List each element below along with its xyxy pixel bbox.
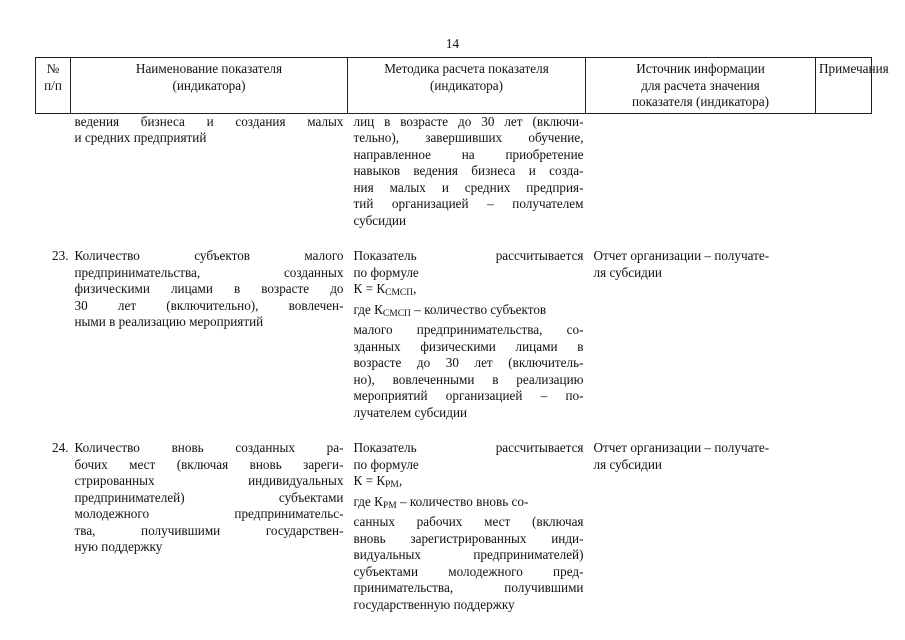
information-source-cell: [586, 113, 816, 229]
notes-cell: [816, 229, 872, 421]
formula-line: $К = К_{СМСП}$,: [353, 281, 417, 298]
formula-where-line: где $К_{СМСП}$ – количество субъектов: [353, 301, 547, 319]
notes-cell: [816, 421, 872, 613]
calculation-method-cell: Показатель рассчитывается по формуле $К = К_{СМСП}$, где $К_{СМСП}$ – количество субъектов малого предпринимательства, со- зданных физическими лицами в возрасте до 30 лет (включитель- но), вовлеченными в реализацию мероприятий организацией – по- лучателем субсидии: [353, 248, 584, 420]
formula-line: $К = К_{РМ}$,: [353, 473, 403, 490]
header-calculation-method: Методика расчета показателя (индикатора): [348, 58, 586, 114]
information-source-cell: Отчет организации – получате- ля субсидии: [593, 440, 770, 472]
table-row-24: [36, 421, 872, 613]
formula-subscript: СМСП: [382, 308, 411, 319]
formula-subscript: СМСП: [385, 288, 414, 298]
header-indicator-name: Наименование показателя (индикатора): [71, 58, 348, 114]
notes-cell: [816, 113, 872, 229]
formula-subscript: РМ: [385, 480, 399, 490]
header-number: № п/п: [36, 58, 71, 114]
indicator-name-cell: ведения бизнеса и создания малых и средних предприятий: [74, 113, 344, 145]
table-row-23: [36, 229, 872, 421]
page-number: 14: [445, 36, 460, 51]
header-information-source: Источник информации для расчета значения показателя (индикатора): [586, 58, 816, 114]
formula-subscript: РМ: [382, 500, 397, 511]
indicator-name-cell: Количество вновь созданных ра- бочих мест (включая вновь зареги- стрированных индивидуальных предпринимателей) субъектами молодежного предпринимательс- тва, получившими государствен- ную поддержку: [74, 440, 344, 554]
calculation-method-cell: лиц в возрасте до 30 лет (включи- тельно), завершивших обучение, направленное на приобретение навыков ведения бизнеса и созда- ния малых и средних предприя- тий организацией – получателем субсидии: [353, 113, 584, 228]
table-row-continuation: [36, 113, 872, 229]
indicators-table: [35, 57, 889, 613]
table-header: [36, 58, 889, 114]
formula-where-line: где $К_{РМ}$ – количество вновь со-: [353, 493, 529, 511]
row-number: [36, 113, 71, 229]
row-number: 24.: [52, 440, 69, 455]
row-number: 23.: [52, 248, 69, 263]
header-notes: Примечания: [816, 58, 872, 114]
calculation-method-cell: Показатель рассчитывается по формуле $К = К_{РМ}$, где $К_{РМ}$ – количество вновь со- санных рабочих мест (включая вновь зарегистрированных инди- видуальных предпринимателей) субъектами молодежного пред- принимательства, получившими государственную поддержку: [353, 440, 584, 612]
information-source-cell: Отчет организации – получате- ля субсидии: [593, 248, 770, 280]
indicator-name-cell: Количество субъектов малого предпринимательства, созданных физическими лицами в возрасте до 30 лет (включительно), вовлечен- ными в реализацию мероприятий: [74, 248, 344, 329]
